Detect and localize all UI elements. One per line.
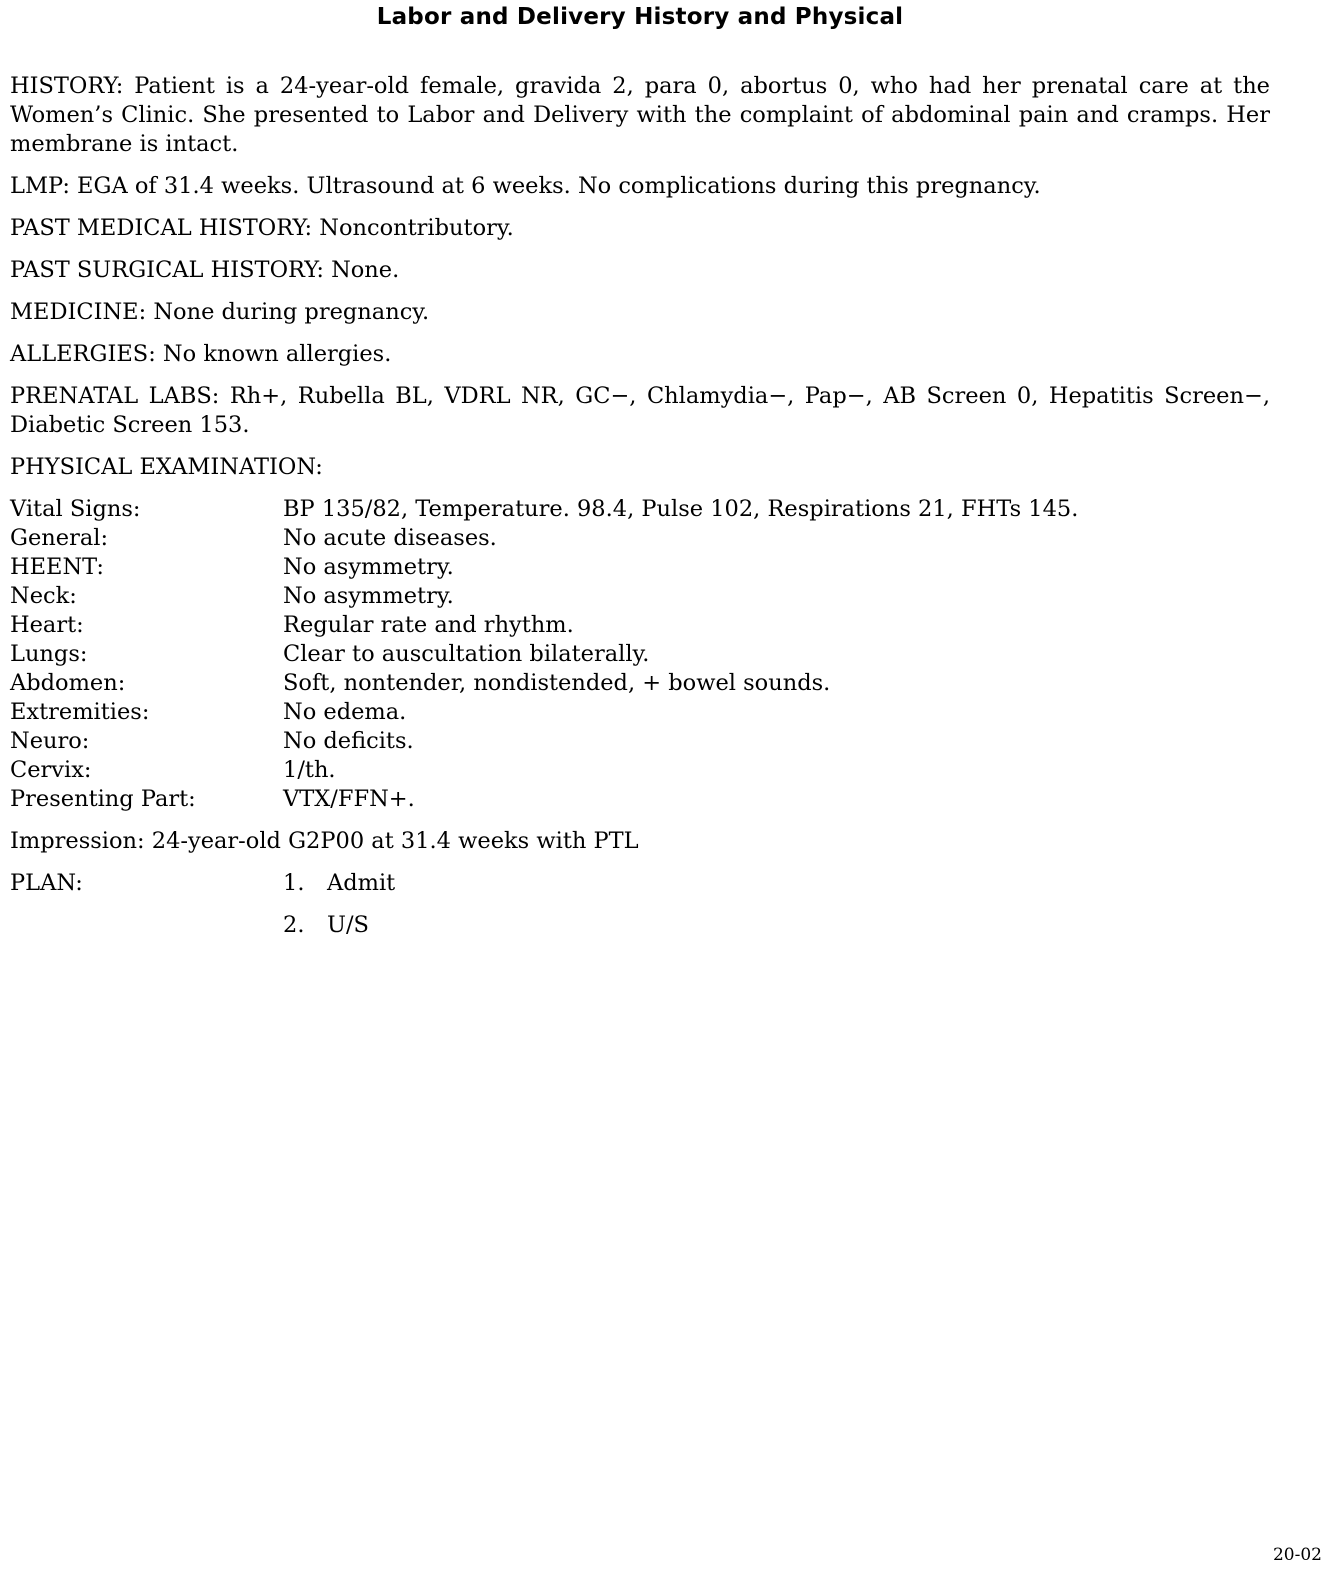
exam-label: Neck: bbox=[10, 583, 77, 609]
exam-row bbox=[10, 582, 1270, 611]
prenatal-labs-paragraph: PRENATAL LABS: Rh+, Rubella BL, VDRL NR, GC−, Chlamydia−, Pap−, AB Screen 0, Hepatitis Screen−, Diabetic Screen 153. bbox=[10, 383, 1270, 438]
allergies-paragraph: ALLERGIES: No known allergies. bbox=[10, 341, 392, 367]
footer-code: 20-02 bbox=[1272, 1545, 1322, 1565]
exam-row bbox=[10, 495, 1270, 524]
physical-exam-heading: PHYSICAL EXAMINATION: bbox=[10, 454, 323, 480]
plan-item bbox=[283, 911, 395, 940]
exam-row bbox=[10, 524, 1270, 553]
plan-item-number: 1. bbox=[283, 870, 305, 896]
exam-value: BP 135/82, Temperature. 98.4, Pulse 102, Respirations 21, FHTs 145. bbox=[283, 496, 1079, 522]
lmp-paragraph: LMP: EGA of 31.4 weeks. Ultrasound at 6 weeks. No complications during this pregnancy. bbox=[10, 173, 1041, 199]
exam-row bbox=[10, 785, 1270, 814]
exam-value: Clear to auscultation bilaterally. bbox=[283, 641, 650, 667]
medicine-paragraph: MEDICINE: None during pregnancy. bbox=[10, 299, 430, 325]
exam-value: No asymmetry. bbox=[283, 554, 454, 580]
exam-value: No edema. bbox=[283, 699, 407, 725]
plan-item-text: U/S bbox=[327, 912, 369, 938]
exam-row bbox=[10, 756, 1270, 785]
past-surgical-history: PAST SURGICAL HISTORY: None. bbox=[10, 257, 400, 283]
document-title: Labor and Delivery History and Physical bbox=[376, 4, 904, 30]
exam-label: Abdomen: bbox=[10, 670, 126, 696]
exam-value: No asymmetry. bbox=[283, 583, 454, 609]
history-paragraph: HISTORY: Patient is a 24-year-old female, gravida 2, para 0, abortus 0, who had her prenatal care at the Women’s Clinic. She presented to Labor and Delivery with the complaint of abdominal pain and cramps. Her membrane is intact. bbox=[10, 73, 1270, 157]
exam-row bbox=[10, 727, 1270, 756]
exam-value: No acute diseases. bbox=[283, 525, 497, 551]
impression-paragraph: Impression: 24-year-old G2P00 at 31.4 weeks with PTL bbox=[10, 828, 639, 854]
exam-row bbox=[10, 698, 1270, 727]
exam-value: Regular rate and rhythm. bbox=[283, 612, 574, 638]
plan-item-number: 2. bbox=[283, 912, 305, 938]
exam-row bbox=[10, 669, 1270, 698]
exam-label: Lungs: bbox=[10, 641, 88, 667]
plan-item-text: Admit bbox=[327, 870, 396, 896]
exam-label: General: bbox=[10, 525, 109, 551]
physical-exam-table bbox=[10, 495, 1270, 814]
exam-label: HEENT: bbox=[10, 554, 104, 580]
exam-label: Neuro: bbox=[10, 728, 90, 754]
exam-value: 1/th. bbox=[283, 757, 336, 783]
exam-row bbox=[10, 553, 1270, 582]
past-medical-history: PAST MEDICAL HISTORY: Noncontributory. bbox=[10, 215, 514, 241]
exam-value: VTX/FFN+. bbox=[283, 786, 415, 812]
plan-item bbox=[283, 869, 395, 898]
document-body bbox=[10, 72, 1270, 953]
plan-section bbox=[10, 869, 1270, 953]
plan-list bbox=[283, 869, 395, 953]
exam-label: Cervix: bbox=[10, 757, 92, 783]
exam-row bbox=[10, 640, 1270, 669]
exam-row bbox=[10, 611, 1270, 640]
exam-label: Vital Signs: bbox=[10, 496, 141, 522]
exam-label: Presenting Part: bbox=[10, 786, 196, 812]
plan-label: PLAN: bbox=[10, 870, 83, 896]
exam-value: No deficits. bbox=[283, 728, 414, 754]
exam-label: Heart: bbox=[10, 612, 84, 638]
exam-value: Soft, nontender, nondistended, + bowel sounds. bbox=[283, 670, 831, 696]
exam-label: Extremities: bbox=[10, 699, 150, 725]
